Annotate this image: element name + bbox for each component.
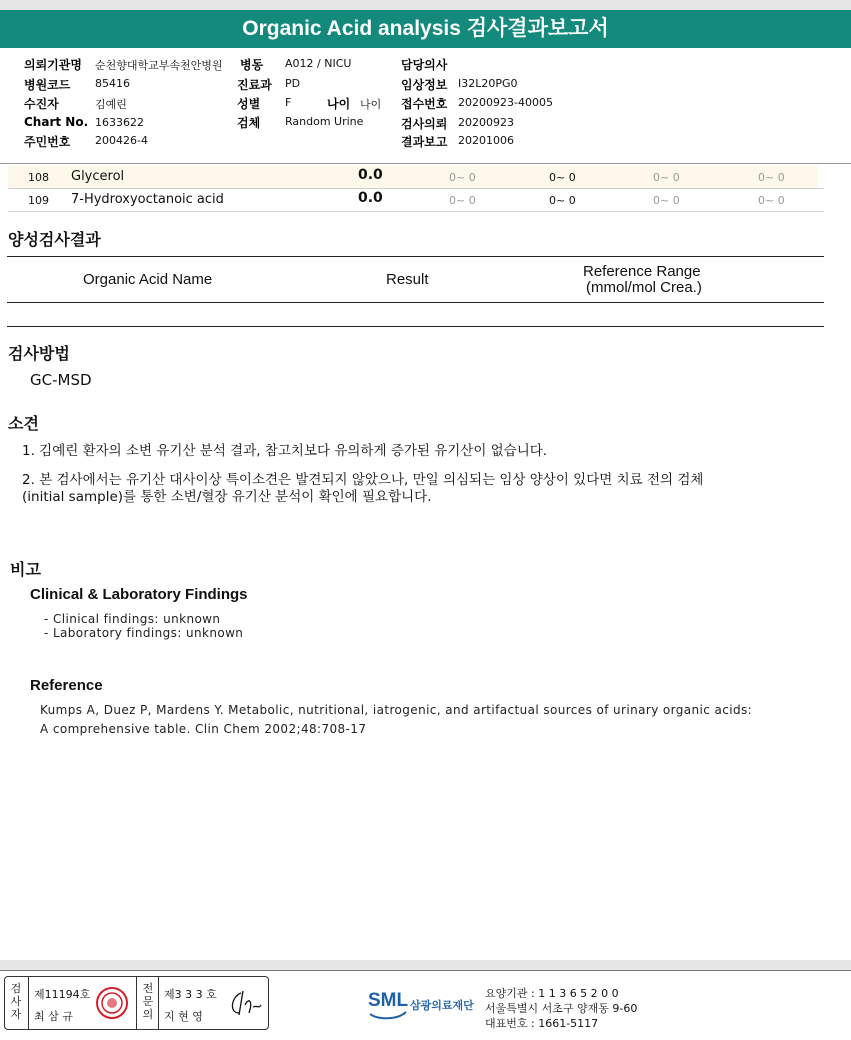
report-date-label: 결과보고: [401, 135, 448, 149]
table-row: [8, 189, 818, 211]
range-3: 0~ 0: [653, 194, 680, 207]
table-top-rule: [7, 256, 824, 257]
examiner-name: 최 삼 규: [34, 1010, 73, 1023]
care-institution-number: 요양기관 : 1 1 3 6 5 2 0 0: [485, 987, 619, 1000]
examiner-label: 검사자: [10, 982, 22, 1021]
acid-name: Glycerol: [71, 169, 125, 184]
sex-label: 성별: [237, 97, 261, 111]
finding-line-1: 1. 김예린 환자의 소변 유기산 분석 결과, 참고치보다 유의하게 증가된 유기산이 없습니다.: [22, 443, 548, 459]
id-value: 200426-4: [95, 134, 148, 147]
org-phone: 대표번호 : 1661-5117: [485, 1017, 599, 1030]
clinical-findings-line: - Clinical findings: unknown: [44, 612, 221, 626]
reference-line-2: A comprehensive table. Clin Chem 2002;48:708-17: [40, 722, 367, 736]
specialist-name: 지 현 영: [164, 1010, 203, 1023]
row-divider: [8, 211, 824, 212]
receipt-label: 접수번호: [401, 97, 448, 111]
age-value: 나이: [360, 98, 382, 111]
range-1: 0~ 0: [449, 171, 476, 184]
hospital-code-value: 85416: [95, 77, 130, 90]
request-label: 검사의뢰: [401, 117, 448, 131]
ward-label: 병동: [240, 58, 264, 72]
range-4: 0~ 0: [758, 171, 785, 184]
org-address: 서울특별시 서초구 양재동 9-60: [485, 1002, 638, 1015]
clinical-findings-title: Clinical & Laboratory Findings: [30, 586, 248, 603]
patient-info-header: [0, 48, 851, 164]
range-2: 0~ 0: [549, 171, 576, 184]
result-value: 0.0: [358, 167, 383, 183]
method-value: GC-MSD: [30, 371, 92, 389]
col-reference-range: Reference Range: [583, 263, 701, 280]
reference-title: Reference: [30, 677, 103, 694]
hospital-code-label: 병원코드: [24, 78, 71, 92]
signature-box: [4, 976, 269, 1030]
age-label: 나이: [327, 97, 351, 111]
remarks-heading: 비고: [10, 560, 41, 579]
finding-line-2: 2. 본 검사에서는 유기산 대사이상 특이소견은 발견되지 않았으나, 만일 의심되는 임상 양상이 있다면 치료 전의 검체: [22, 472, 704, 488]
laboratory-findings-line: - Laboratory findings: unknown: [44, 626, 244, 640]
specimen-label: 검체: [237, 116, 261, 130]
specialist-license: 제3 3 3 호: [164, 988, 217, 1001]
patient-value: 김예린: [95, 98, 127, 111]
specimen-value: Random Urine: [285, 115, 364, 128]
report-title: Organic Acid analysis 검사결과보고서: [0, 10, 851, 48]
hospital-label: 의뢰기관명: [24, 58, 82, 72]
range-3: 0~ 0: [653, 171, 680, 184]
range-4: 0~ 0: [758, 194, 785, 207]
ward-value: A012 / NICU: [285, 57, 352, 70]
method-heading: 검사방법: [8, 344, 70, 363]
report-date-value: 20201006: [458, 134, 514, 147]
findings-heading: 소견: [8, 414, 39, 433]
doctor-label: 담당의사: [401, 58, 448, 72]
footer-rule: [0, 970, 851, 971]
id-label: 주민번호: [24, 135, 71, 149]
specialist-label: 전문의: [142, 982, 154, 1021]
dept-label: 진료과: [237, 78, 272, 92]
chart-value: 1633622: [95, 116, 144, 129]
row-number: 108: [28, 171, 49, 184]
col-organic-acid-name: Organic Acid Name: [83, 271, 213, 288]
result-value: 0.0: [358, 190, 383, 206]
range-2: 0~ 0: [549, 194, 576, 207]
sml-logo-text: SML: [368, 990, 409, 1011]
range-1: 0~ 0: [449, 194, 476, 207]
specialist-signature-icon: [227, 987, 263, 1019]
top-gray-strip: [0, 0, 851, 10]
dept-value: PD: [285, 77, 301, 90]
table-header-rule: [7, 302, 824, 303]
positive-results-heading: 양성검사결과: [8, 230, 101, 249]
receipt-value: 20200923-40005: [458, 96, 553, 109]
clinical-value: I32L20PG0: [458, 77, 518, 90]
examiner-license: 제11194호: [34, 988, 91, 1001]
org-name: 삼광의료재단: [410, 999, 474, 1012]
finding-line-3: (initial sample)를 통한 소변/혈장 유기산 분석이 확인에 필요합니다.: [22, 489, 432, 505]
patient-label: 수진자: [24, 97, 59, 111]
clinical-label: 임상정보: [401, 78, 448, 92]
hospital-value: 순천향대학교부속천안병원: [95, 59, 223, 72]
acid-name: 7-Hydroxyoctanoic acid: [71, 192, 224, 207]
col-reference-unit: (mmol/mol Crea.): [586, 279, 702, 296]
examiner-seal-icon: [95, 986, 129, 1020]
row-number: 109: [28, 194, 49, 207]
chart-label: Chart No.: [24, 115, 89, 129]
col-result: Result: [386, 271, 429, 288]
reference-line-1: Kumps A, Duez P, Mardens Y. Metabolic, nutritional, iatrogenic, and artifactual sources of urinary organic acids:: [40, 703, 753, 717]
table-bottom-rule: [7, 326, 824, 327]
sex-value: F: [285, 96, 292, 109]
footer-gray-strip: [0, 960, 851, 970]
table-row: [8, 166, 818, 188]
request-value: 20200923: [458, 116, 514, 129]
